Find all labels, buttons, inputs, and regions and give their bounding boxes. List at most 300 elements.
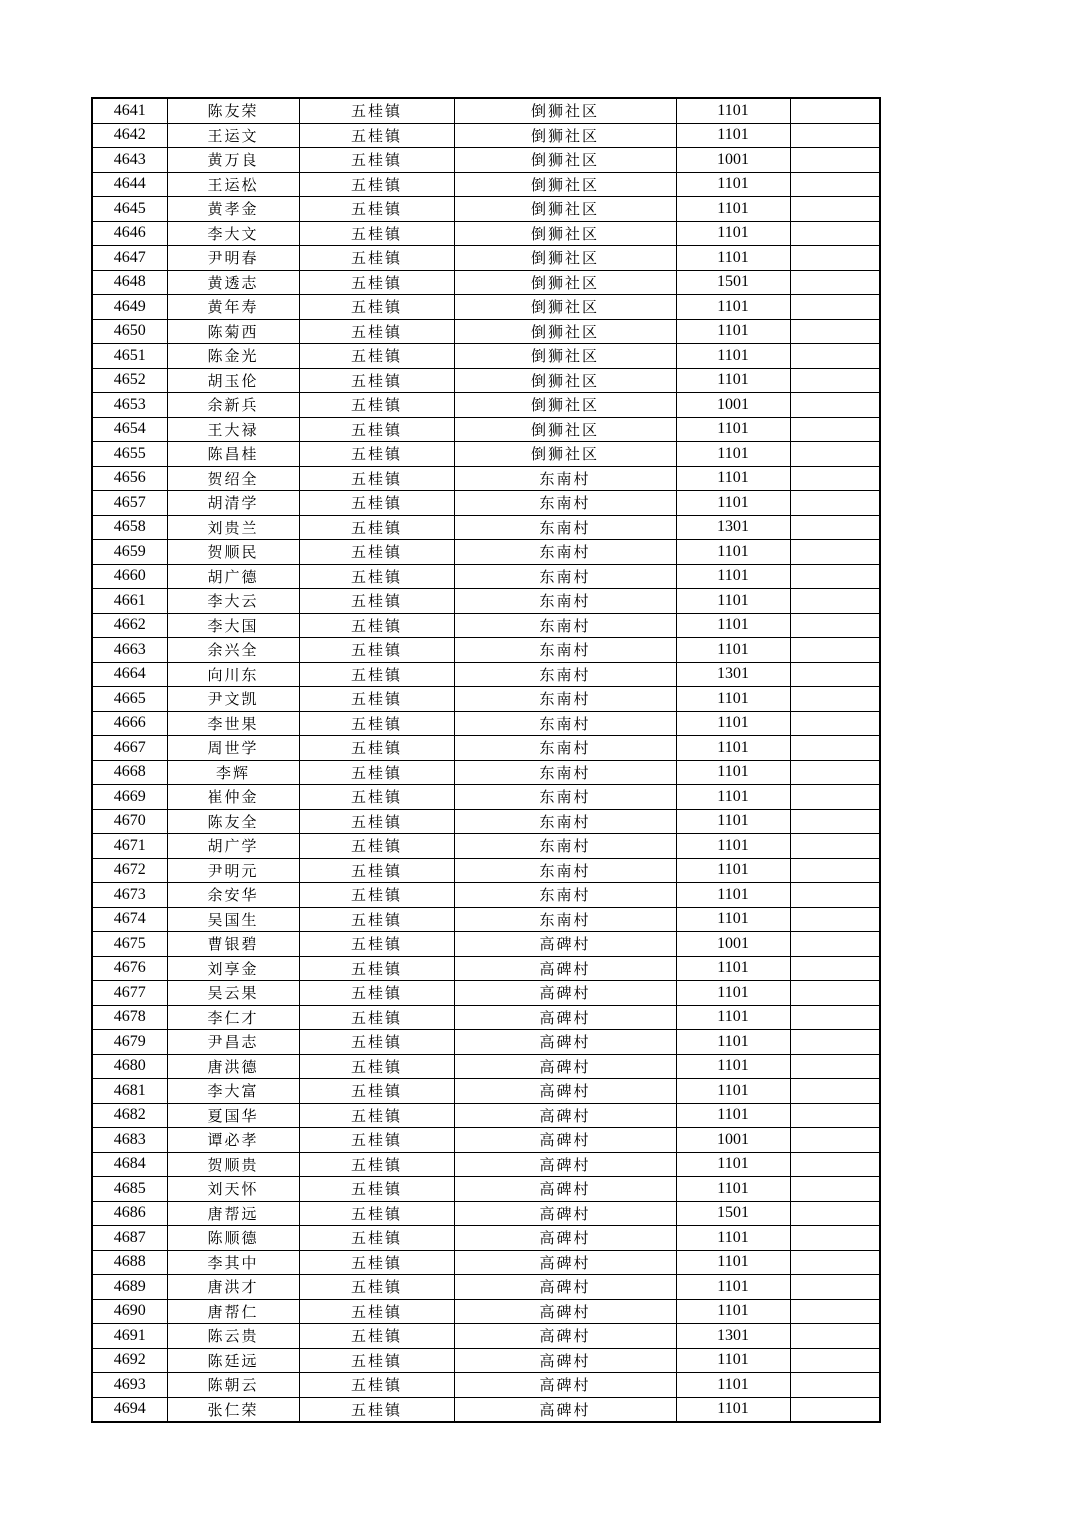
person-name: 陈昌桂 — [167, 442, 299, 467]
village-name: 倒狮社区 — [454, 221, 676, 246]
note-cell — [790, 148, 880, 173]
table-row — [92, 197, 880, 222]
town-name: 五桂镇 — [299, 540, 454, 565]
person-name: 李辉 — [167, 760, 299, 785]
row-number: 4678 — [92, 1005, 167, 1030]
roster-body — [92, 98, 880, 1422]
table-row — [92, 393, 880, 418]
code-value: 1501 — [676, 1201, 790, 1226]
village-name: 东南村 — [454, 760, 676, 785]
village-name: 高碑村 — [454, 1348, 676, 1373]
town-name: 五桂镇 — [299, 564, 454, 589]
town-name: 五桂镇 — [299, 197, 454, 222]
table-row — [92, 1005, 880, 1030]
table-row — [92, 172, 880, 197]
town-name: 五桂镇 — [299, 1275, 454, 1300]
code-value: 1101 — [676, 540, 790, 565]
note-cell — [790, 662, 880, 687]
table-row — [92, 417, 880, 442]
code-value: 1101 — [676, 809, 790, 834]
note-cell — [790, 98, 880, 123]
note-cell — [790, 1201, 880, 1226]
note-cell — [790, 1324, 880, 1349]
table-row — [92, 1397, 880, 1422]
table-row — [92, 1152, 880, 1177]
row-number: 4682 — [92, 1103, 167, 1128]
person-name: 王大禄 — [167, 417, 299, 442]
table-row — [92, 1079, 880, 1104]
row-number: 4672 — [92, 858, 167, 883]
code-value: 1101 — [676, 172, 790, 197]
row-number: 4647 — [92, 246, 167, 271]
table-row — [92, 834, 880, 859]
town-name: 五桂镇 — [299, 981, 454, 1006]
village-name: 东南村 — [454, 736, 676, 761]
person-name: 曹银碧 — [167, 932, 299, 957]
person-name: 夏国华 — [167, 1103, 299, 1128]
table-row — [92, 123, 880, 148]
table-row — [92, 246, 880, 271]
table-row — [92, 98, 880, 123]
row-number: 4650 — [92, 319, 167, 344]
row-number: 4660 — [92, 564, 167, 589]
village-name: 倒狮社区 — [454, 442, 676, 467]
row-number: 4667 — [92, 736, 167, 761]
town-name: 五桂镇 — [299, 1324, 454, 1349]
code-value: 1101 — [676, 368, 790, 393]
row-number: 4668 — [92, 760, 167, 785]
table-row — [92, 442, 880, 467]
code-value: 1101 — [676, 981, 790, 1006]
table-row — [92, 1299, 880, 1324]
village-name: 倒狮社区 — [454, 197, 676, 222]
person-name: 吴云果 — [167, 981, 299, 1006]
person-name: 唐帮仁 — [167, 1299, 299, 1324]
row-number: 4689 — [92, 1275, 167, 1300]
village-name: 高碑村 — [454, 1128, 676, 1153]
town-name: 五桂镇 — [299, 148, 454, 173]
town-name: 五桂镇 — [299, 1005, 454, 1030]
village-name: 高碑村 — [454, 1030, 676, 1055]
village-name: 倒狮社区 — [454, 368, 676, 393]
town-name: 五桂镇 — [299, 883, 454, 908]
person-name: 李大富 — [167, 1079, 299, 1104]
roster-table — [91, 97, 881, 1423]
town-name: 五桂镇 — [299, 711, 454, 736]
table-row — [92, 1103, 880, 1128]
note-cell — [790, 1226, 880, 1251]
code-value: 1001 — [676, 932, 790, 957]
town-name: 五桂镇 — [299, 785, 454, 810]
person-name: 刘天怀 — [167, 1177, 299, 1202]
row-number: 4692 — [92, 1348, 167, 1373]
row-number: 4658 — [92, 515, 167, 540]
town-name: 五桂镇 — [299, 246, 454, 271]
person-name: 贺顺贵 — [167, 1152, 299, 1177]
person-name: 周世学 — [167, 736, 299, 761]
note-cell — [790, 1030, 880, 1055]
row-number: 4679 — [92, 1030, 167, 1055]
row-number: 4664 — [92, 662, 167, 687]
person-name: 李大文 — [167, 221, 299, 246]
row-number: 4642 — [92, 123, 167, 148]
village-name: 高碑村 — [454, 1079, 676, 1104]
town-name: 五桂镇 — [299, 319, 454, 344]
town-name: 五桂镇 — [299, 589, 454, 614]
table-row — [92, 368, 880, 393]
note-cell — [790, 221, 880, 246]
row-number: 4648 — [92, 270, 167, 295]
person-name: 陈友荣 — [167, 98, 299, 123]
code-value: 1101 — [676, 760, 790, 785]
town-name: 五桂镇 — [299, 98, 454, 123]
row-number: 4675 — [92, 932, 167, 957]
note-cell — [790, 785, 880, 810]
person-name: 余新兵 — [167, 393, 299, 418]
code-value: 1101 — [676, 98, 790, 123]
table-row — [92, 1324, 880, 1349]
row-number: 4646 — [92, 221, 167, 246]
village-name: 东南村 — [454, 515, 676, 540]
village-name: 倒狮社区 — [454, 393, 676, 418]
row-number: 4659 — [92, 540, 167, 565]
village-name: 高碑村 — [454, 1250, 676, 1275]
town-name: 五桂镇 — [299, 466, 454, 491]
code-value: 1101 — [676, 1348, 790, 1373]
town-name: 五桂镇 — [299, 613, 454, 638]
village-name: 东南村 — [454, 613, 676, 638]
note-cell — [790, 270, 880, 295]
row-number: 4676 — [92, 956, 167, 981]
table-row — [92, 883, 880, 908]
town-name: 五桂镇 — [299, 417, 454, 442]
table-row — [92, 1030, 880, 1055]
village-name: 倒狮社区 — [454, 344, 676, 369]
code-value: 1101 — [676, 638, 790, 663]
note-cell — [790, 393, 880, 418]
village-name: 倒狮社区 — [454, 417, 676, 442]
village-name: 高碑村 — [454, 1397, 676, 1422]
code-value: 1101 — [676, 197, 790, 222]
person-name: 陈廷远 — [167, 1348, 299, 1373]
person-name: 胡清学 — [167, 491, 299, 516]
person-name: 尹昌志 — [167, 1030, 299, 1055]
table-row — [92, 809, 880, 834]
village-name: 东南村 — [454, 858, 676, 883]
village-name: 倒狮社区 — [454, 148, 676, 173]
village-name: 高碑村 — [454, 1177, 676, 1202]
note-cell — [790, 417, 880, 442]
person-name: 贺绍全 — [167, 466, 299, 491]
person-name: 胡广德 — [167, 564, 299, 589]
town-name: 五桂镇 — [299, 393, 454, 418]
table-row — [92, 785, 880, 810]
code-value: 1101 — [676, 1397, 790, 1422]
village-name: 东南村 — [454, 662, 676, 687]
village-name: 倒狮社区 — [454, 295, 676, 320]
person-name: 贺顺民 — [167, 540, 299, 565]
row-number: 4645 — [92, 197, 167, 222]
person-name: 李其中 — [167, 1250, 299, 1275]
code-value: 1001 — [676, 1128, 790, 1153]
village-name: 高碑村 — [454, 1201, 676, 1226]
person-name: 李大云 — [167, 589, 299, 614]
note-cell — [790, 1152, 880, 1177]
code-value: 1101 — [676, 1005, 790, 1030]
village-name: 东南村 — [454, 834, 676, 859]
village-name: 东南村 — [454, 711, 676, 736]
note-cell — [790, 1054, 880, 1079]
person-name: 黄透志 — [167, 270, 299, 295]
table-row — [92, 1373, 880, 1398]
note-cell — [790, 834, 880, 859]
code-value: 1101 — [676, 491, 790, 516]
person-name: 陈顺德 — [167, 1226, 299, 1251]
note-cell — [790, 1250, 880, 1275]
person-name: 余兴全 — [167, 638, 299, 663]
table-row — [92, 491, 880, 516]
table-row — [92, 319, 880, 344]
person-name: 吴国生 — [167, 907, 299, 932]
town-name: 五桂镇 — [299, 662, 454, 687]
note-cell — [790, 711, 880, 736]
village-name: 高碑村 — [454, 932, 676, 957]
row-number: 4643 — [92, 148, 167, 173]
person-name: 唐洪才 — [167, 1275, 299, 1300]
village-name: 东南村 — [454, 638, 676, 663]
note-cell — [790, 956, 880, 981]
code-value: 1101 — [676, 785, 790, 810]
code-value: 1101 — [676, 319, 790, 344]
person-name: 黄万良 — [167, 148, 299, 173]
table-row — [92, 687, 880, 712]
row-number: 4641 — [92, 98, 167, 123]
table-row — [92, 344, 880, 369]
village-name: 东南村 — [454, 809, 676, 834]
code-value: 1101 — [676, 1177, 790, 1202]
town-name: 五桂镇 — [299, 907, 454, 932]
person-name: 黄孝金 — [167, 197, 299, 222]
row-number: 4688 — [92, 1250, 167, 1275]
note-cell — [790, 319, 880, 344]
row-number: 4651 — [92, 344, 167, 369]
town-name: 五桂镇 — [299, 295, 454, 320]
person-name: 胡广学 — [167, 834, 299, 859]
code-value: 1101 — [676, 123, 790, 148]
code-value: 1101 — [676, 858, 790, 883]
table-row — [92, 932, 880, 957]
code-value: 1101 — [676, 466, 790, 491]
row-number: 4685 — [92, 1177, 167, 1202]
code-value: 1101 — [676, 956, 790, 981]
person-name: 陈金光 — [167, 344, 299, 369]
village-name: 东南村 — [454, 540, 676, 565]
note-cell — [790, 1079, 880, 1104]
village-name: 高碑村 — [454, 981, 676, 1006]
code-value: 1301 — [676, 662, 790, 687]
note-cell — [790, 1177, 880, 1202]
town-name: 五桂镇 — [299, 368, 454, 393]
note-cell — [790, 1348, 880, 1373]
town-name: 五桂镇 — [299, 515, 454, 540]
town-name: 五桂镇 — [299, 1299, 454, 1324]
table-row — [92, 907, 880, 932]
village-name: 倒狮社区 — [454, 319, 676, 344]
note-cell — [790, 1103, 880, 1128]
note-cell — [790, 613, 880, 638]
code-value: 1101 — [676, 711, 790, 736]
table-row — [92, 1054, 880, 1079]
code-value: 1101 — [676, 1373, 790, 1398]
town-name: 五桂镇 — [299, 1079, 454, 1104]
code-value: 1301 — [676, 1324, 790, 1349]
note-cell — [790, 1397, 880, 1422]
code-value: 1101 — [676, 1226, 790, 1251]
note-cell — [790, 1005, 880, 1030]
code-value: 1101 — [676, 417, 790, 442]
code-value: 1101 — [676, 907, 790, 932]
note-cell — [790, 246, 880, 271]
town-name: 五桂镇 — [299, 687, 454, 712]
town-name: 五桂镇 — [299, 1103, 454, 1128]
table-row — [92, 736, 880, 761]
table-row — [92, 1201, 880, 1226]
row-number: 4654 — [92, 417, 167, 442]
village-name: 东南村 — [454, 883, 676, 908]
village-name: 东南村 — [454, 466, 676, 491]
town-name: 五桂镇 — [299, 932, 454, 957]
town-name: 五桂镇 — [299, 270, 454, 295]
table-row — [92, 466, 880, 491]
table-row — [92, 1226, 880, 1251]
row-number: 4686 — [92, 1201, 167, 1226]
row-number: 4670 — [92, 809, 167, 834]
note-cell — [790, 760, 880, 785]
village-name: 高碑村 — [454, 1005, 676, 1030]
town-name: 五桂镇 — [299, 1030, 454, 1055]
person-name: 陈云贵 — [167, 1324, 299, 1349]
code-value: 1101 — [676, 344, 790, 369]
row-number: 4663 — [92, 638, 167, 663]
village-name: 高碑村 — [454, 1226, 676, 1251]
person-name: 张仁荣 — [167, 1397, 299, 1422]
row-number: 4653 — [92, 393, 167, 418]
person-name: 刘贵兰 — [167, 515, 299, 540]
code-value: 1101 — [676, 1152, 790, 1177]
code-value: 1101 — [676, 613, 790, 638]
code-value: 1101 — [676, 246, 790, 271]
person-name: 尹明元 — [167, 858, 299, 883]
table-row — [92, 613, 880, 638]
note-cell — [790, 736, 880, 761]
village-name: 高碑村 — [454, 1152, 676, 1177]
code-value: 1101 — [676, 564, 790, 589]
note-cell — [790, 1299, 880, 1324]
table-row — [92, 564, 880, 589]
town-name: 五桂镇 — [299, 1348, 454, 1373]
note-cell — [790, 368, 880, 393]
town-name: 五桂镇 — [299, 858, 454, 883]
row-number: 4669 — [92, 785, 167, 810]
code-value: 1101 — [676, 1299, 790, 1324]
town-name: 五桂镇 — [299, 1250, 454, 1275]
town-name: 五桂镇 — [299, 809, 454, 834]
note-cell — [790, 123, 880, 148]
town-name: 五桂镇 — [299, 1177, 454, 1202]
table-row — [92, 956, 880, 981]
town-name: 五桂镇 — [299, 1201, 454, 1226]
person-name: 唐洪德 — [167, 1054, 299, 1079]
table-row — [92, 1348, 880, 1373]
person-name: 尹文凯 — [167, 687, 299, 712]
code-value: 1301 — [676, 515, 790, 540]
code-value: 1101 — [676, 1054, 790, 1079]
town-name: 五桂镇 — [299, 1226, 454, 1251]
table-row — [92, 295, 880, 320]
table-row — [92, 515, 880, 540]
note-cell — [790, 809, 880, 834]
table-row — [92, 1128, 880, 1153]
row-number: 4681 — [92, 1079, 167, 1104]
town-name: 五桂镇 — [299, 1397, 454, 1422]
person-name: 李仁才 — [167, 1005, 299, 1030]
village-name: 高碑村 — [454, 1373, 676, 1398]
row-number: 4666 — [92, 711, 167, 736]
table-row — [92, 760, 880, 785]
note-cell — [790, 932, 880, 957]
table-row — [92, 1275, 880, 1300]
code-value: 1101 — [676, 834, 790, 859]
note-cell — [790, 1128, 880, 1153]
town-name: 五桂镇 — [299, 760, 454, 785]
table-row — [92, 1250, 880, 1275]
code-value: 1101 — [676, 1275, 790, 1300]
code-value: 1101 — [676, 1079, 790, 1104]
note-cell — [790, 858, 880, 883]
row-number: 4671 — [92, 834, 167, 859]
row-number: 4657 — [92, 491, 167, 516]
row-number: 4684 — [92, 1152, 167, 1177]
code-value: 1101 — [676, 589, 790, 614]
note-cell — [790, 638, 880, 663]
village-name: 高碑村 — [454, 1275, 676, 1300]
town-name: 五桂镇 — [299, 344, 454, 369]
table-row — [92, 1177, 880, 1202]
row-number: 4694 — [92, 1397, 167, 1422]
person-name: 向川东 — [167, 662, 299, 687]
table-row — [92, 540, 880, 565]
note-cell — [790, 540, 880, 565]
village-name: 高碑村 — [454, 956, 676, 981]
code-value: 1101 — [676, 883, 790, 908]
table-row — [92, 858, 880, 883]
row-number: 4673 — [92, 883, 167, 908]
person-name: 李世果 — [167, 711, 299, 736]
table-row — [92, 662, 880, 687]
village-name: 东南村 — [454, 687, 676, 712]
village-name: 倒狮社区 — [454, 172, 676, 197]
row-number: 4656 — [92, 466, 167, 491]
town-name: 五桂镇 — [299, 736, 454, 761]
row-number: 4690 — [92, 1299, 167, 1324]
table-row — [92, 270, 880, 295]
code-value: 1101 — [676, 295, 790, 320]
row-number: 4661 — [92, 589, 167, 614]
row-number: 4687 — [92, 1226, 167, 1251]
code-value: 1101 — [676, 221, 790, 246]
note-cell — [790, 172, 880, 197]
village-name: 东南村 — [454, 785, 676, 810]
